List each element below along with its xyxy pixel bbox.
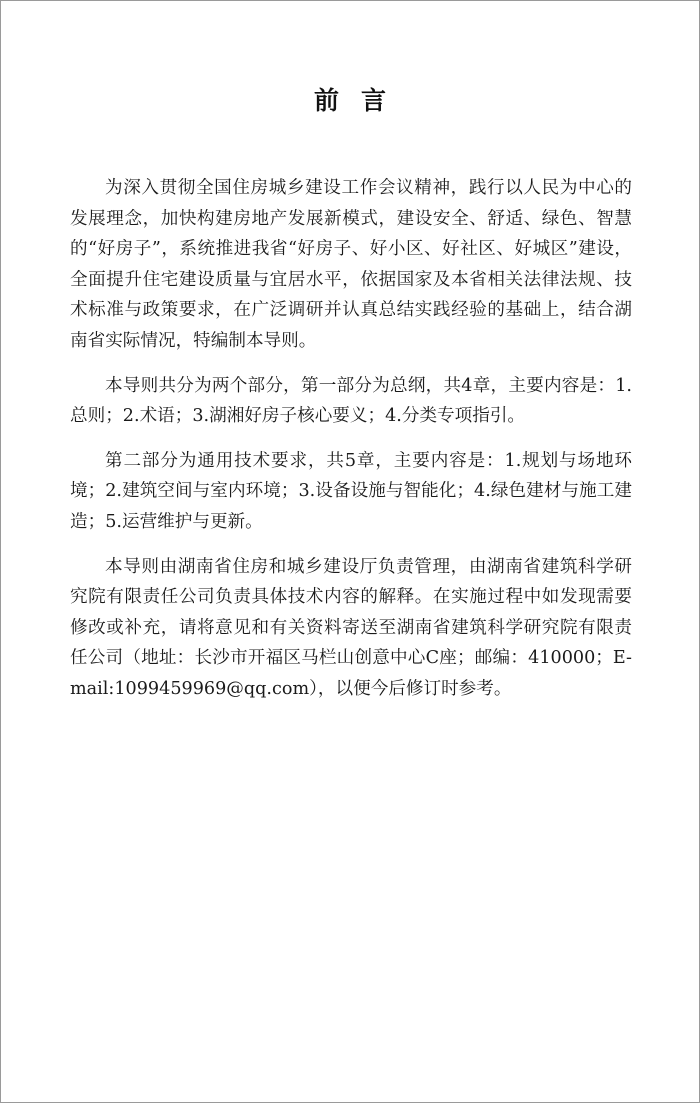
paragraph-intro: 为深入贯彻全国住房城乡建设工作会议精神，践行以人民为中心的发展理念，加快构建房地产发展新模式，建设安全、舒适、绿色、智慧的“好房子”，系统推进我省“好房子、好小区、好社区、好城区”建设，全面提升住宅建设质量与宜居水平，依据国家及本省相关法律法规、技术标准与政策要求，在广泛调研并认真总结实践经验的基础上，结合湖南省实际情况，特编制本导则。 <box>70 178 632 351</box>
paragraph-part-one: 本导则共分为两个部分，第一部分为总纲，共4章，主要内容是：1.总则；2.术语；3.湖湘好房子核心要义；4.分类专项指引。 <box>70 375 632 427</box>
paragraph-contact: 本导则由湖南省住房和城乡建设厅负责管理，由湖南省建筑科学研究院有限责任公司负责具体技术内容的解释。在实施过程中如发现需要修改或补充，请将意见和有关资料寄送至湖南省建筑科学研究院有限责任公司（地址：长沙市开福区马栏山创意中心C座；邮编：410000；E-mail:1099459969@qq.com），以便今后修订时参考。 <box>70 556 632 699</box>
page-title: 前言 <box>313 86 408 115</box>
paragraph-part-two: 第二部分为通用技术要求，共5章，主要内容是：1.规划与场地环境；2.建筑空间与室内环境；3.设备设施与智能化；4.绿色建材与施工建造；5.运营维护与更新。 <box>70 450 632 532</box>
document-body <box>70 173 632 719</box>
